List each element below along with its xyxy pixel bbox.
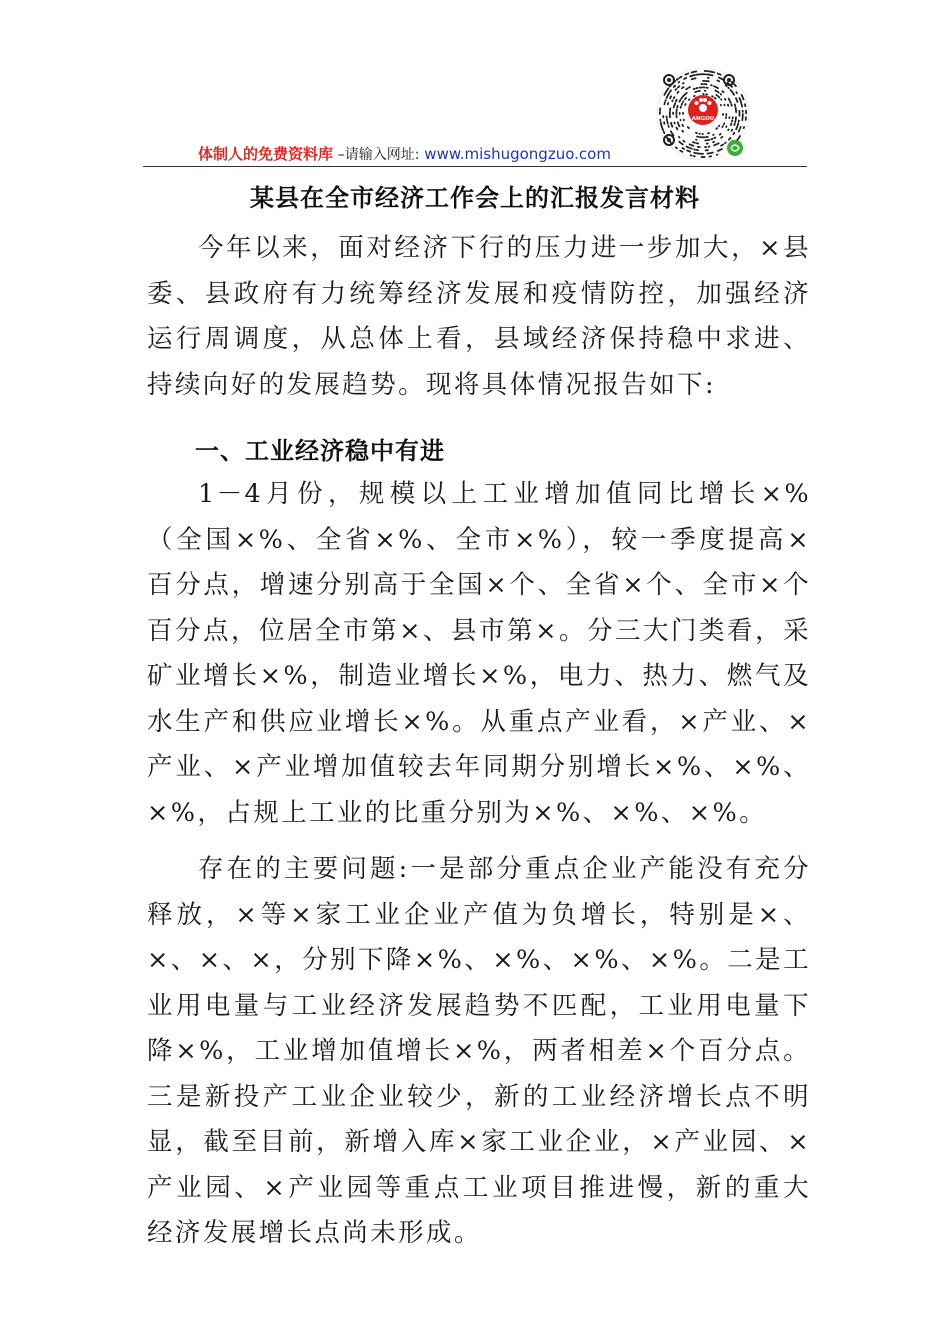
site-name: 体制人的免费资料库 (198, 145, 334, 163)
url-prompt: –请输入网址: (337, 147, 420, 163)
body-paragraph: 1－4月份，规模以上工业增加值同比增长×%（全国×%、全省×%、全市×%），较一季度提高×百分点，增速分别高于全国×个、全省×个、全市×个百分点，位居全市第×、县市第×。分三大门类看，采矿业增长×%，制造业增长×%，电力、热力、燃气及水生产和供应业增长×%。从重点产业看，×产业、×产业、×产业增加值较去年同期分别增长×%、×%、×%，占规上工业的比重分别为×%、×%、×%。 (147, 479, 811, 828)
section-heading: 一、工业经济稳中有进 (195, 437, 445, 465)
section1-block (147, 472, 811, 1257)
document-title: 某县在全市经济工作会上的汇报发言材料 (250, 184, 700, 212)
intro-paragraph: 今年以来，面对经济下行的压力进一步加大，×县委、县政府有力统筹经济发展和疫情防控，加强经济运行周调度，从总体上看，县域经济保持稳中求进、持续向好的发展趋势。现将具体情况报告如下: (147, 233, 811, 400)
intro-block (147, 226, 811, 408)
header-divider (143, 166, 807, 167)
site-url-link[interactable]: www.mishugongzuo.com (424, 145, 611, 163)
mini-program-icon (727, 140, 743, 156)
qr-logo-text: ANGOU (691, 116, 715, 122)
header-banner (198, 144, 611, 165)
body-paragraph: 存在的主要问题:一是部分重点企业产能没有充分释放，×等×家工业企业产值为负增长，特别是×、×、×、×，分别下降×%、×%、×%、×%。二是工业用电量与工业经济发展趋势不匹配，工业用电量下降×%，工业增加值增长×%，两者相差×个百分点。三是新投产工业企业较少，新的工业经济增长点不明显，截至目前，新增入库×家工业企业，×产业园、×产业园、×产业园等重点工业项目推进慢，新的重大经济发展增长点尚未形成。 (147, 854, 811, 1248)
mini-program-qr-code (655, 66, 751, 162)
